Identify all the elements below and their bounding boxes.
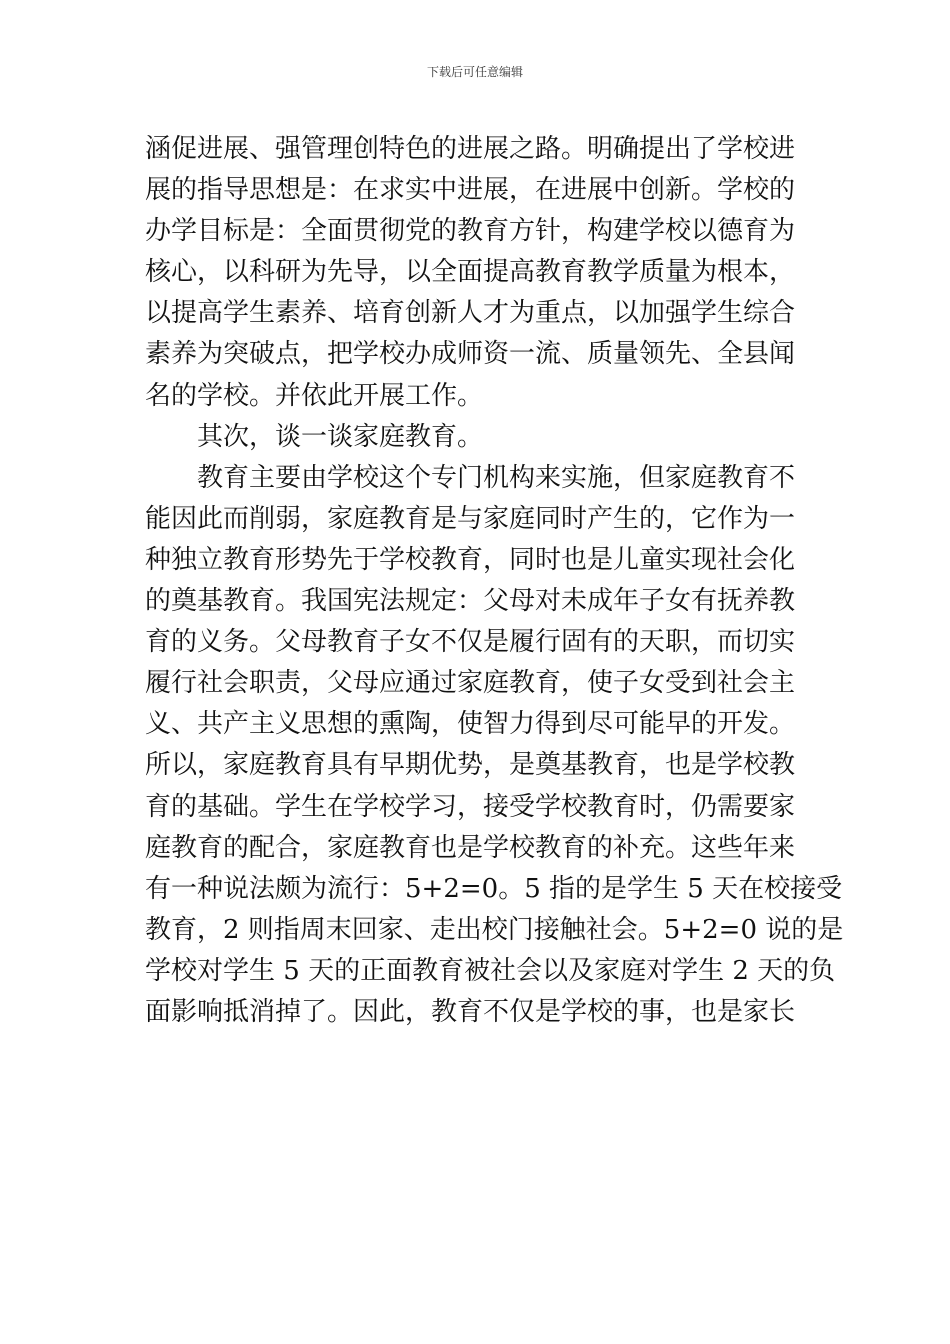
document-body: [145, 129, 844, 1033]
text-line: 教育主要由学校这个专门机构来实施，但家庭教育不: [197, 462, 796, 493]
text-line: 其次，谈一谈家庭教育。: [197, 421, 484, 452]
text-line: 育的义务。父母教育子女不仅是履行固有的天职，而切实: [145, 627, 796, 658]
text-line: 种独立教育形势先于学校教育，同时也是儿童实现社会化: [145, 544, 796, 575]
text-line: 素养为突破点，把学校办成师资一流、质量领先、全县闻: [145, 339, 796, 370]
text-line: 面影响抵消掉了。因此，教育不仅是学校的事，也是家长: [145, 996, 796, 1027]
text-line: 庭教育的配合，家庭教育也是学校教育的补充。这些年来: [145, 832, 796, 863]
text-line: 有一种说法颇为流行：5+2=0。5 指的是学生 5 天在校接受: [145, 873, 843, 904]
text-line: 义、共产主义思想的熏陶，使智力得到尽可能早的开发。: [145, 709, 796, 740]
text-line: 展的指导思想是：在求实中进展，在进展中创新。学校的: [145, 175, 796, 206]
paragraph: [145, 129, 807, 417]
page-header: 下载后可任意编辑: [426, 65, 523, 79]
text-line: 教育，2 则指周末回家、走出校门接触社会。5+2=0 说的是: [145, 914, 844, 945]
text-line: 名的学校。并依此开展工作。: [145, 380, 484, 411]
paragraph: [145, 417, 807, 458]
text-line: 所以，家庭教育具有早期优势，是奠基教育，也是学校教: [145, 750, 796, 781]
text-line: 履行社会职责，父母应通过家庭教育，使子女受到社会主: [145, 668, 796, 699]
text-line: 以提高学生素养、培育创新人才为重点，以加强学生综合: [145, 298, 796, 329]
text-line: 育的基础。学生在学校学习，接受学校教育时，仍需要家: [145, 791, 796, 822]
text-line: 核心，以科研为先导，以全面提高教育教学质量为根本，: [145, 257, 796, 288]
text-line: 的奠基教育。我国宪法规定：父母对未成年子女有抚养教: [145, 586, 796, 617]
text-line: 涵促进展、强管理创特色的进展之路。明确提出了学校进: [145, 134, 796, 164]
text-line: 学校对学生 5 天的正面教育被社会以及家庭对学生 2 天的负: [145, 955, 836, 986]
text-line: 能因此而削弱，家庭教育是与家庭同时产生的，它作为一: [145, 503, 796, 534]
paragraph: [145, 458, 844, 1033]
text-line: 办学目标是：全面贯彻党的教育方针，构建学校以德育为: [145, 216, 796, 247]
